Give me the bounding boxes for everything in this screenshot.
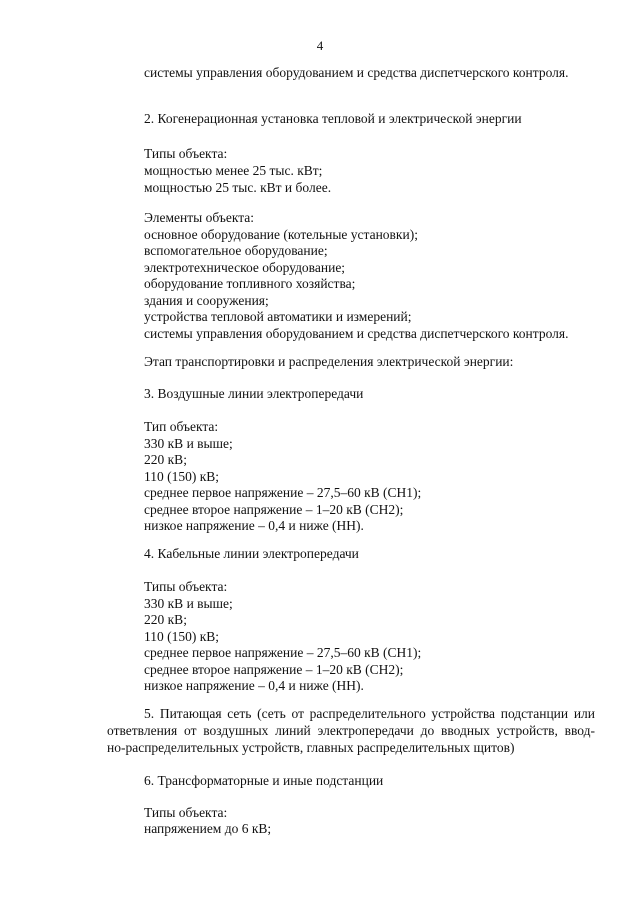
- text-line: системы управления оборудованием и средства диспетчерского контроля.: [144, 326, 569, 341]
- text-line: среднее первое напряжение – 27,5–60 кВ (СН1);: [144, 485, 422, 500]
- text-line: оборудование топливного хозяйства;: [144, 276, 356, 291]
- text-line: низкое напряжение – 0,4 и ниже (НН).: [144, 518, 364, 533]
- text-line: среднее второе напряжение – 1–20 кВ (СН2);: [144, 502, 404, 517]
- text-line: 330 кВ и выше;: [144, 436, 233, 451]
- text-line: мощностью менее 25 тыс. кВт;: [144, 163, 323, 178]
- section-heading: 2. Когенерационная установка тепловой и электрической энергии: [144, 111, 522, 126]
- page-number: 4: [316, 38, 324, 53]
- text-line: среднее второе напряжение – 1–20 кВ (СН2);: [144, 662, 404, 677]
- text-line: 110 (150) кВ;: [144, 629, 220, 644]
- paragraph-line: но-распределительных устройств, главных распределительных щитов): [107, 740, 515, 755]
- text-line: Элементы объекта:: [144, 210, 255, 225]
- text-line: 330 кВ и выше;: [144, 596, 233, 611]
- text-line: напряжением до 6 кВ;: [144, 821, 272, 836]
- text-line: мощностью 25 тыс. кВт и более.: [144, 180, 332, 195]
- paragraph-feeding-network: [107, 705, 595, 756]
- paragraph-line: ответвления от воздушных линий электропередачи до вводных устройств, ввод-: [107, 723, 595, 738]
- section-heading: 4. Кабельные линии электропередачи: [144, 546, 359, 561]
- paragraph-line: 5. Питающая сеть (сеть от распределительного устройства подстанции или: [144, 706, 595, 721]
- section-heading: 6. Трансформаторные и иные подстанции: [144, 773, 384, 788]
- text-line: 220 кВ;: [144, 452, 187, 467]
- text-line: 220 кВ;: [144, 612, 187, 627]
- text-line: системы управления оборудованием и средства диспетчерского контроля.: [144, 65, 569, 80]
- text-line: 110 (150) кВ;: [144, 469, 220, 484]
- text-line: Этап транспортировки и распределения электрической энергии:: [144, 354, 514, 369]
- text-line: здания и сооружения;: [144, 293, 269, 308]
- text-line: Типы объекта:: [144, 146, 228, 161]
- text-line: Типы объекта:: [144, 579, 228, 594]
- text-line: низкое напряжение – 0,4 и ниже (НН).: [144, 678, 364, 693]
- text-line: среднее первое напряжение – 27,5–60 кВ (СН1);: [144, 645, 422, 660]
- text-line: Тип объекта:: [144, 419, 219, 434]
- section-heading: 3. Воздушные линии электропередачи: [144, 386, 364, 401]
- text-line: электротехническое оборудование;: [144, 260, 346, 275]
- text-line: устройства тепловой автоматики и измерений;: [144, 309, 412, 324]
- text-line: Типы объекта:: [144, 805, 228, 820]
- text-line: вспомогательное оборудование;: [144, 243, 328, 258]
- text-line: основное оборудование (котельные установки);: [144, 227, 418, 242]
